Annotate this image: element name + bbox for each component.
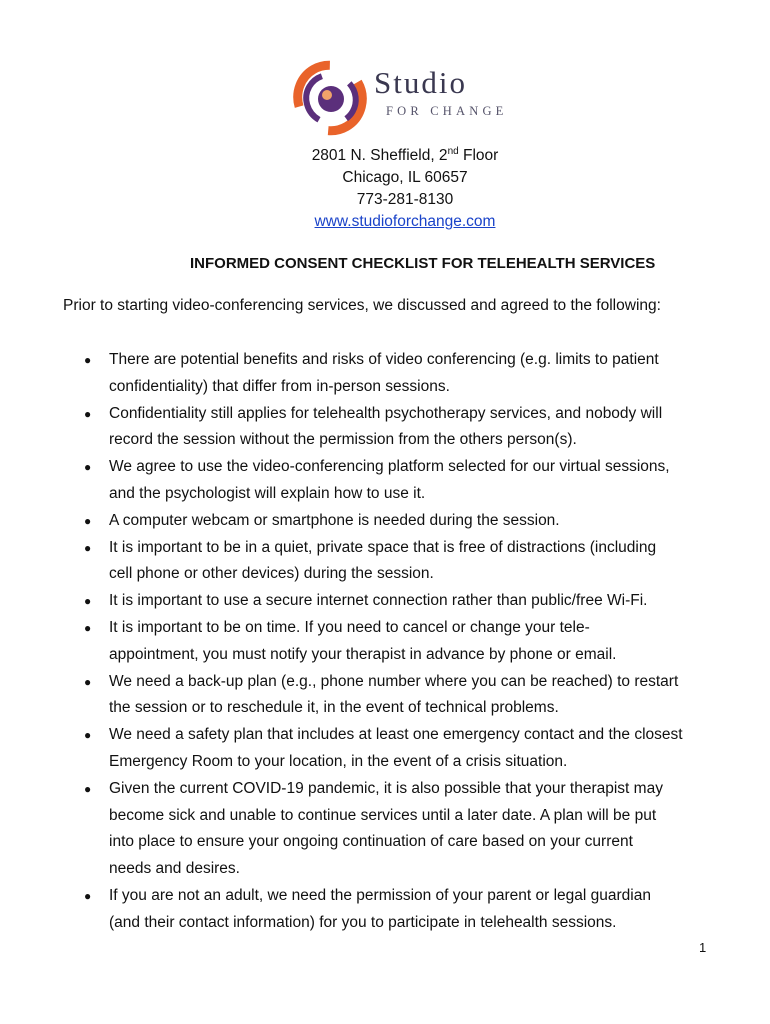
bullet-icon: ● — [84, 620, 92, 635]
checklist-item — [80, 722, 710, 776]
checklist-item-line: the session or to reschedule it, in the event of technical problems. — [109, 699, 559, 717]
checklist-item-line: It is important to be on time. If you need to cancel or change your tele- — [109, 618, 590, 636]
phone-number: 773-281-8130 — [356, 191, 454, 208]
checklist-item-line: Given the current COVID-19 pandemic, it is also possible that your therapist may — [109, 779, 663, 797]
checklist-item-line: (and their contact information) for you to participate in telehealth sessions. — [109, 913, 617, 931]
checklist-item — [80, 535, 710, 589]
website-link[interactable]: www.studioforchange.com — [314, 213, 496, 230]
checklist-item — [80, 508, 710, 535]
logo-subtitle: FOR CHANGE — [386, 104, 508, 118]
consent-checklist — [80, 347, 710, 937]
checklist-item-line: We need a back-up plan (e.g., phone number where you can be reached) to restart — [109, 672, 679, 690]
checklist-item — [80, 454, 710, 508]
logo-swirl-icon — [290, 55, 368, 140]
checklist-item-line: become sick and unable to continue services until a later date. A plan will be put — [109, 806, 657, 824]
checklist-item-line: record the session without the permission from the others person(s). — [109, 431, 577, 449]
checklist-item-line: A computer webcam or smartphone is needed during the session. — [109, 511, 560, 529]
bullet-icon: ● — [84, 540, 92, 555]
bullet-icon: ● — [84, 460, 92, 475]
checklist-item-line: We need a safety plan that includes at least one emergency contact and the closest — [109, 726, 683, 744]
checklist-item — [80, 615, 710, 669]
checklist-item — [80, 776, 710, 883]
checklist-item-line: Confidentiality still applies for telehealth psychotherapy services, and nobody will — [109, 404, 663, 422]
checklist-item — [80, 883, 710, 937]
checklist-item-line: and the psychologist will explain how to use it. — [109, 484, 426, 502]
checklist-item — [80, 588, 710, 615]
checklist-item-line: Emergency Room to your location, in the event of a crisis situation. — [109, 752, 568, 770]
bullet-icon: ● — [84, 513, 92, 528]
street-main: 2801 N. Sheffield, 2 — [311, 147, 448, 164]
bullet-icon: ● — [84, 728, 92, 743]
address-block — [0, 145, 770, 233]
bullet-icon: ● — [84, 406, 92, 421]
bullet-icon: ● — [84, 674, 92, 689]
document-title: INFORMED CONSENT CHECKLIST FOR TELEHEALTH SERVICES — [190, 255, 656, 272]
checklist-item-line: needs and desires. — [109, 860, 240, 878]
bullet-icon: ● — [84, 594, 92, 609]
checklist-item-line: It is important to use a secure internet connection rather than public/free Wi-Fi. — [109, 592, 648, 610]
checklist-item — [80, 347, 710, 401]
intro-paragraph: Prior to starting video-conferencing services, we discussed and agreed to the following: — [63, 297, 661, 314]
checklist-item-line: into place to ensure your ongoing continuation of care based on your current — [109, 833, 633, 851]
bullet-icon: ● — [84, 781, 92, 796]
checklist-item-line: confidentiality) that differ from in-person sessions. — [109, 377, 450, 395]
floor-ordinal: nd — [447, 145, 459, 157]
studio-for-change-logo — [290, 55, 530, 140]
checklist-item-line: There are potential benefits and risks of video conferencing (e.g. limits to patient — [109, 351, 659, 368]
page-number: 1 — [699, 940, 707, 955]
checklist-item-line: cell phone or other devices) during the session. — [109, 565, 434, 583]
checklist-item — [80, 401, 710, 455]
checklist-item-line: It is important to be in a quiet, private space that is free of distractions (including — [109, 538, 657, 556]
street-suffix: Floor — [458, 147, 499, 164]
checklist-item-line: If you are not an adult, we need the permission of your parent or legal guardian — [109, 886, 651, 904]
bullet-icon: ● — [84, 353, 92, 367]
checklist-item — [80, 669, 710, 723]
checklist-item-line: We agree to use the video-conferencing platform selected for our virtual sessions, — [109, 458, 670, 476]
bullet-icon: ● — [84, 888, 92, 903]
city-line: Chicago, IL 60657 — [342, 169, 468, 186]
street-line — [0, 145, 770, 167]
checklist-item-line: appointment, you must notify your therapist in advance by phone or email. — [109, 645, 617, 663]
logo-wordmark: Studio — [374, 65, 467, 100]
